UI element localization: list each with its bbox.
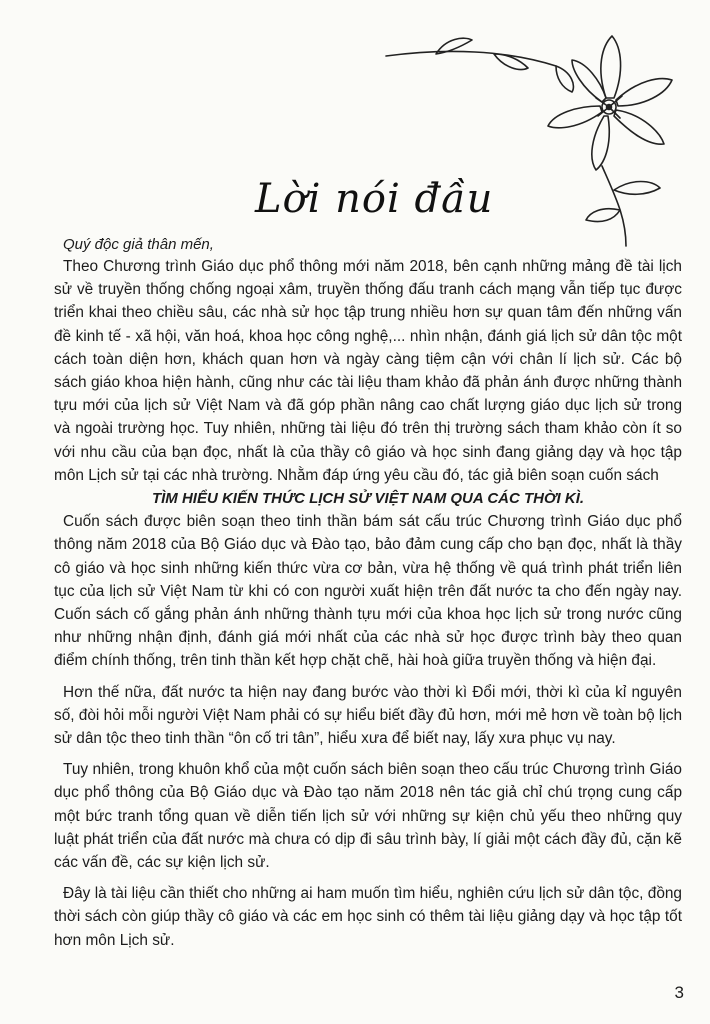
- page-number: 3: [674, 983, 684, 1002]
- book-title: TÌM HIỂU KIẾN THỨC LỊCH SỬ VIỆT NAM QUA CÁC THỜI KÌ.: [151, 490, 585, 508]
- page-heading: Lời nói đầu: [255, 176, 494, 222]
- greeting: Quý độc giả thân mến,: [63, 236, 214, 253]
- paragraph-intro: Theo Chương trình Giáo dục phổ thông mới năm 2018, bên cạnh những mảng đề tài lịch sử về truyền thống chống ngoại xâm, truyền thống đấu tranh cách mạng vẫn tiếp tục được triển khai theo chiều sâu, các nhà sử học tập trung nhiều hơn sự quan tâm đến những vấn đề kinh tế - xã hội, văn hoá, khoa học công nghệ,... nhìn nhận, đánh giá lịch sử dân tộc một cách toàn diện hơn, khách quan hơn và ngày càng tiệm cận với chân lí lịch sử. Các bộ sách giáo khoa hiện hành, cũng như các tài liệu tham khảo đã phản ánh được những thành tựu mới của lịch sử Việt Nam và đã góp phần nâng cao chất lượng giáo dục lịch sử trong và ngoài trường học. Tuy nhiên, những tài liệu đó trên thị trường sách tham khảo còn ít so với nhu cầu của bạn đọc, nhất là của thầy cô giáo và học sinh đang giảng dạy và học tập môn Lịch sử tại các nhà trường. Nhằm đáp ứng yêu cầu đó, tác giả biên soạn cuốn sách: [54, 258, 682, 484]
- paragraph-2: Hơn thế nữa, đất nước ta hiện nay đang bước vào thời kì Đổi mới, thời kì của kỉ nguyên số, đòi hỏi mỗi người Việt Nam phải có sự hiểu biết đầy đủ hơn, mới mẻ hơn về toàn bộ lịch sử dân tộc theo tinh thần “ôn cố tri tân”, hiểu xưa để biết nay, lấy xưa phục vụ nay.: [54, 683, 682, 748]
- body-text: [54, 255, 682, 952]
- paragraph-1: Cuốn sách được biên soạn theo tinh thần bám sát cấu trúc Chương trình Giáo dục phổ thông năm 2018 của Bộ Giáo dục và Đào tạo, bảo đảm cung cấp cho bạn đọc, nhất là thầy cô giáo và học sinh những kiến thức vừa cơ bản, vừa hệ thống về quá trình phát triển liên tục của lịch sử Việt Nam từ khi có con người xuất hiện trên đất nước ta cho đến ngày nay. Cuốn sách cố gắng phản ánh những thành tựu mới của khoa học lịch sử trong nước cũng như những nhận định, đánh giá mới nhất của các nhà sử học được trình bày theo quan điểm chính thống, trên tinh thần kết hợp chặt chẽ, hài hoà giữa truyền thống và hiện đại.: [54, 513, 682, 670]
- paragraph-3: Tuy nhiên, trong khuôn khổ của một cuốn sách biên soạn theo cấu trúc Chương trình Giáo dục phổ thông của Bộ Giáo dục và Đào tạo năm 2018 nên tác giả chỉ chú trọng cung cấp một bức tranh tổng quan về diễn tiến lịch sử với những sự kiện chủ yếu theo những quy luật phát triển của đất nước mà chưa có dịp đi sâu trình bày, lí giải một cách đầy đủ, cặn kẽ các vấn đề, các sự kiện lịch sử.: [54, 761, 682, 872]
- paragraph-4: Đây là tài liệu cần thiết cho những ai ham muốn tìm hiểu, nghiên cứu lịch sử dân tộc, đồng thời sách còn giúp thầy cô giáo và các em học sinh có thêm tài liệu giảng dạy và học tập tốt hơn môn Lịch sử.: [54, 885, 682, 949]
